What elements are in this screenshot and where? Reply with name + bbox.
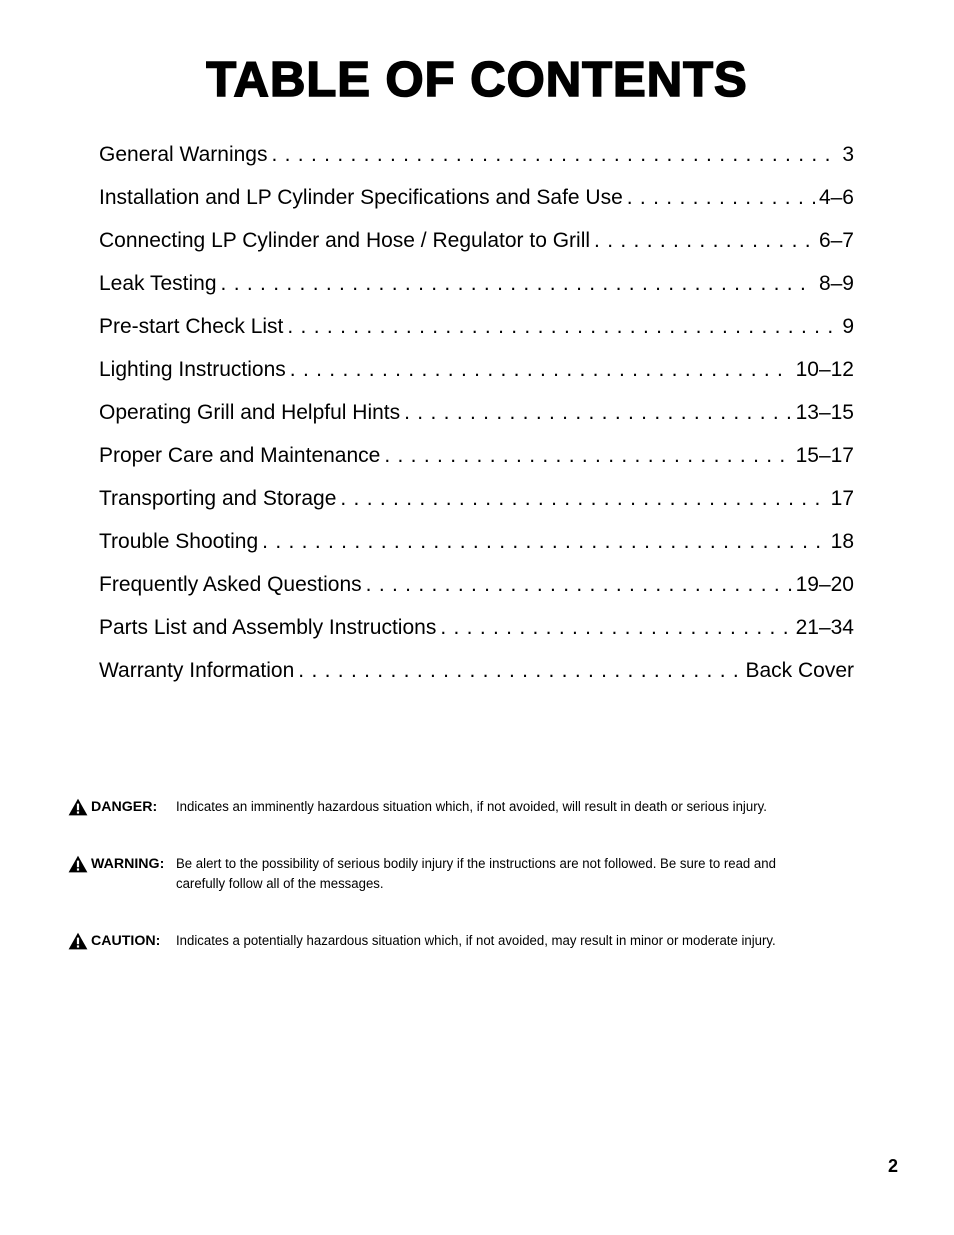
toc-dot-leader: [262, 527, 826, 557]
toc-entry: [99, 140, 854, 183]
toc-entry: [99, 398, 854, 441]
notice-heading: [68, 797, 176, 817]
toc-dot-leader: [340, 484, 826, 514]
toc-entry: [99, 527, 854, 570]
toc-entry-label: Trouble Shooting: [99, 530, 259, 553]
toc-dot-leader: [440, 613, 791, 643]
toc-dot-leader: [271, 140, 838, 170]
toc-dot-leader: [384, 441, 791, 471]
toc-entry-page: 13–15: [795, 401, 854, 424]
toc-entry-page: 10–12: [795, 358, 854, 381]
toc-dot-leader: [404, 398, 791, 428]
toc-dot-leader: [366, 570, 792, 600]
table-of-contents: [99, 140, 854, 699]
toc-entry-page: 17: [830, 487, 854, 510]
toc-entry-label: Transporting and Storage: [99, 487, 337, 510]
toc-dot-leader: [594, 226, 815, 256]
toc-dot-leader: [287, 312, 838, 342]
notice-heading: [68, 931, 176, 951]
toc-entry-label: Operating Grill and Helpful Hints: [99, 401, 401, 424]
warning-triangle-icon: [68, 855, 88, 873]
caution-notice: [68, 931, 858, 951]
notice-heading: [68, 854, 176, 874]
safety-notices: [68, 797, 858, 988]
toc-entry: [99, 183, 854, 226]
toc-dot-leader: [298, 656, 741, 686]
toc-entry: [99, 484, 854, 527]
toc-entry-page: 4–6: [818, 186, 854, 209]
toc-entry-page: Back Cover: [745, 659, 854, 682]
toc-entry-page: 3: [842, 143, 854, 166]
toc-entry: [99, 656, 854, 699]
toc-entry-label: Pre-start Check List: [99, 315, 284, 338]
toc-entry: [99, 570, 854, 613]
notice-label: CAUTION:: [91, 933, 161, 949]
toc-entry-page: 19–20: [795, 573, 854, 596]
toc-entry: [99, 355, 854, 398]
notice-text: Indicates a potentially hazardous situation which, if not avoided, may result in minor or moderate injury.: [176, 933, 776, 949]
toc-entry-page: 18: [830, 530, 854, 553]
page-number: 2: [887, 1156, 898, 1176]
toc-entry-label: Parts List and Assembly Instructions: [99, 616, 437, 639]
toc-dot-leader: [627, 183, 815, 213]
notice-label: DANGER:: [91, 799, 158, 815]
toc-dot-leader: [290, 355, 792, 385]
toc-entry: [99, 269, 854, 312]
warning-triangle-icon: [68, 932, 88, 950]
danger-notice: [68, 797, 858, 817]
warning-triangle-icon: [68, 798, 88, 816]
toc-entry-page: 8–9: [818, 272, 854, 295]
toc-entry-label: Connecting LP Cylinder and Hose / Regulator to Grill: [99, 229, 591, 252]
toc-entry: [99, 226, 854, 269]
toc-entry-page: 15–17: [795, 444, 854, 467]
toc-entry-page: 6–7: [818, 229, 854, 252]
notice-text: Be alert to the possibility of serious bodily injury if the instructions are not followed. Be sure to read and carefully follow all of the messages.: [176, 856, 776, 892]
toc-entry-label: General Warnings: [99, 143, 268, 166]
notice-text: Indicates an imminently hazardous situation which, if not avoided, will result in death or serious injury.: [176, 799, 767, 815]
notice-label: WARNING:: [91, 856, 165, 872]
toc-entry: [99, 312, 854, 355]
page-title: TABLE OF CONTENTS: [206, 53, 748, 107]
toc-entry-label: Proper Care and Maintenance: [99, 444, 381, 467]
toc-entry-label: Leak Testing: [99, 272, 217, 295]
toc-entry-label: Installation and LP Cylinder Specifications and Safe Use: [99, 186, 623, 209]
toc-entry: [99, 613, 854, 656]
toc-entry-label: Lighting Instructions: [99, 358, 286, 381]
toc-entry-label: Warranty Information: [99, 659, 295, 682]
toc-entry: [99, 441, 854, 484]
toc-entry-label: Frequently Asked Questions: [99, 573, 362, 596]
warning-notice: [68, 854, 858, 894]
toc-entry-page: 21–34: [795, 616, 854, 639]
toc-entry-page: 9: [842, 315, 854, 338]
toc-dot-leader: [221, 269, 815, 299]
